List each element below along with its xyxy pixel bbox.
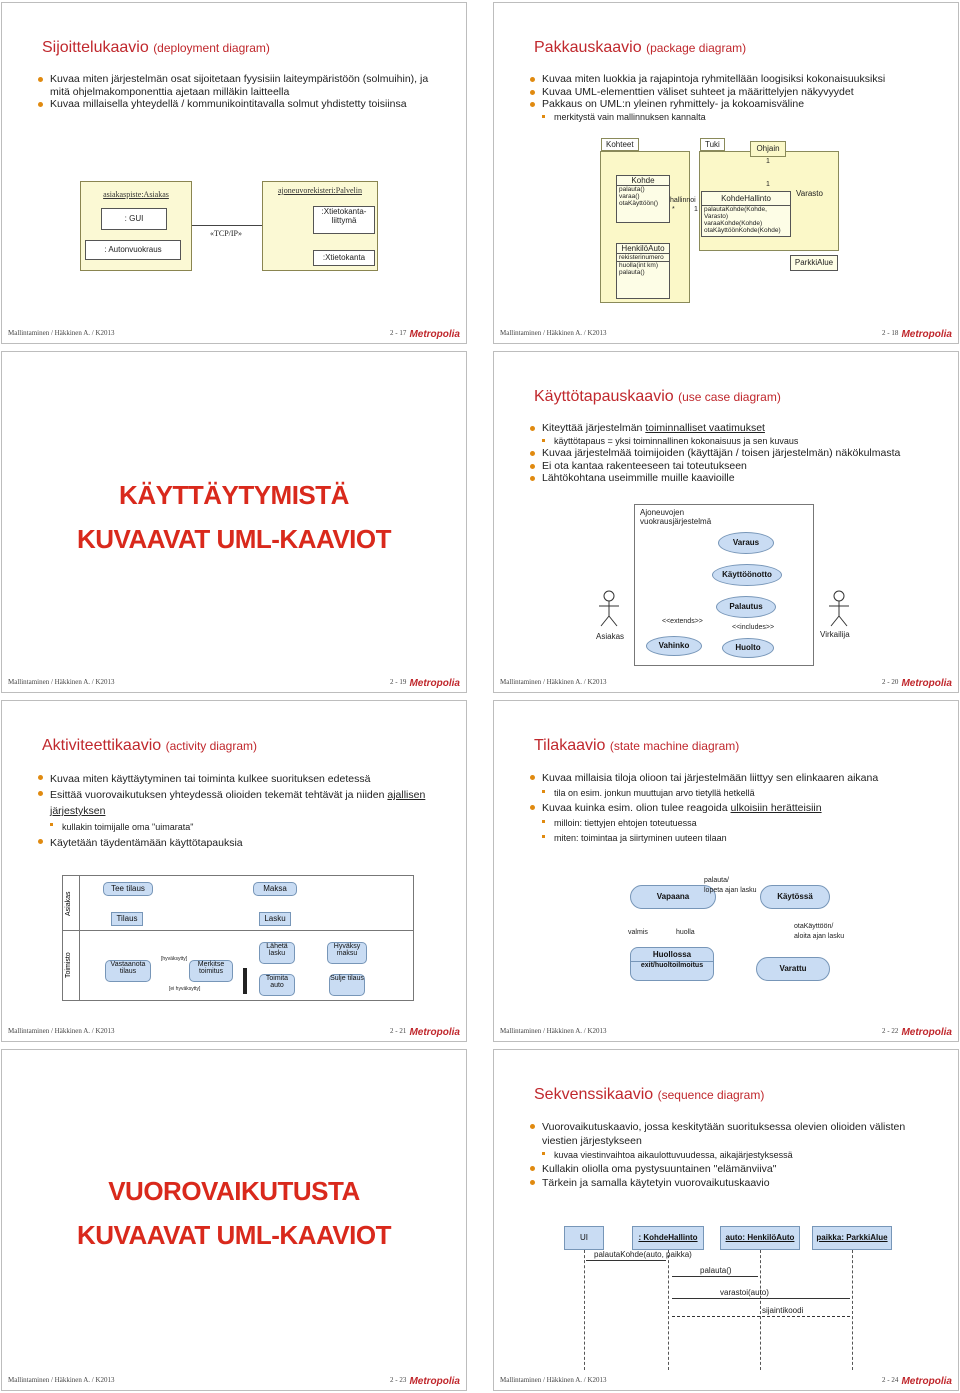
- metropolia-logo: Metropolia: [409, 329, 460, 340]
- component-liittyma: :Xtietokanta-liittymä: [313, 206, 375, 234]
- metropolia-logo: Metropolia: [901, 1027, 952, 1038]
- deployment-diagram: [2, 3, 467, 344]
- bullet: Lähtökohtana useimmille muille kaavioille: [530, 472, 940, 485]
- section-title-line2: KUVAAVAT UML-KAAVIOT: [77, 524, 391, 554]
- bullet: Tärkein ja samalla käytetyin vuorovaikutuskaavio: [530, 1176, 940, 1190]
- metropolia-logo: Metropolia: [409, 678, 460, 689]
- lane-toimisto: Toimisto: [63, 930, 80, 1000]
- bullet: Kuvaa miten luokkia ja rajapintoja ryhmitellään loogisiksi kokonaisuuksiksi: [530, 73, 940, 86]
- lifeline-ui: UI: [564, 1226, 604, 1250]
- node-asiakaspiste: asiakaspiste:Asiakas : GUI : Autonvuokraus: [80, 181, 192, 271]
- activity-merkitse: Merkitse toimitus: [189, 960, 233, 982]
- metropolia-logo: Metropolia: [409, 1376, 460, 1387]
- bullet: Kuvaa UML-elementtien väliset suhteet ja määrittelyjen näkyvyydet: [530, 86, 940, 99]
- activity-vastaanota: Vastaanota tilaus: [105, 960, 151, 982]
- sub-bullet: merkitystä vain mallinnuksen kannalta: [530, 111, 940, 124]
- activity-laheta-lasku: Lähetä lasku: [259, 942, 295, 964]
- lane-asiakas: Asiakas: [63, 876, 80, 931]
- bullet: Ei ota kantaa rakenteeseen tai toteutukseen: [530, 460, 940, 473]
- lifeline-auto: auto: HenkilöAuto: [720, 1226, 800, 1250]
- sequence-diagram: UI : KohdeHallinto auto: HenkilöAuto paikka: ParkkiAlue palautaKohde(auto, paikka) palauta() varastoi(auto) sijaintikoodi: [494, 1050, 959, 1391]
- activity-maksa: Maksa: [253, 882, 297, 896]
- lifeline-kohdehallinto: : KohdeHallinto: [632, 1226, 704, 1250]
- sub-bullet: tila on esim. jonkun muuttujan arvo tietyllä hetkellä: [530, 786, 940, 801]
- bullet: Pakkaus on UML:n yleinen ryhmittely- ja kokoamisväline: [530, 98, 940, 111]
- bullet: Kullakin oliolla oma pystysuuntainen "elämänviiva": [530, 1162, 940, 1176]
- class-kohde: Kohde palauta() varaa() otaKäyttöön(): [616, 175, 670, 223]
- class-henkiloauto: HenkilöAuto rekisterinumero huolla(int km) palauta(): [616, 243, 670, 299]
- slide-footer: Mallintaminen / Häkkinen A. / K2013 2 - 24 Metropolia: [494, 1368, 958, 1390]
- bullet-list: [38, 771, 448, 851]
- state-varattu: Varattu: [756, 957, 830, 981]
- component-tietokanta: :Xtietokanta: [313, 250, 375, 266]
- bullet: Kuvaa miten käyttäytyminen tai toiminta kulkee suorituksen edetessä: [38, 771, 448, 787]
- slide-footer: Mallintaminen / Häkkinen A. / K2013 2 - 17 Metropolia: [2, 321, 466, 343]
- bullet: Kuvaa miten järjestelmän osat sijoitetaan fyysisiin laiteympäristöön (solmuihin), ja mitä ohjelmakomponenttia ajetaan milläkin laitteella: [38, 73, 448, 98]
- slide-title: Aktiviteettikaavio (activity diagram): [42, 737, 257, 754]
- bullet: Kuvaa millaisella yhteydellä / kommunikointitavalla solmut yhdistetty toisiinsa: [38, 98, 448, 111]
- activity-diagram: Asiakas Toimisto Tee tilaus Maksa Tilaus Lasku Vastaanota tilaus Merkitse toimitus Lähetä lasku Hyväksy maksu Toimita auto Sulje tilaus [hyväksytty] [ei hyväksytty]: [62, 875, 414, 1001]
- state-kaytossa: Käytössä: [760, 885, 830, 909]
- actor-asiakas-icon: [594, 590, 624, 630]
- metropolia-logo: Metropolia: [901, 329, 952, 340]
- bullet: Käytetään täydentämään käyttötapauksia: [38, 835, 448, 851]
- state-diagram: Vapaana Käytössä Huollossa exit/huoltoilmoitus Varattu palauta/ lopeta ajan lasku otaKäyttöön/ aloita ajan lasku valmis huolla: [494, 701, 959, 1042]
- slide-deployment: [1, 2, 467, 344]
- object-lasku: Lasku: [259, 912, 291, 926]
- object-tilaus: Tilaus: [111, 912, 143, 926]
- package-tuki: Tuki: [699, 151, 839, 251]
- bullet: Kuvaa järjestelmää toimijoiden (käyttäjän / toisen järjestelmän) näkökulmasta: [530, 447, 940, 460]
- link-line: [192, 225, 262, 226]
- actor-virkailija-icon: [824, 590, 854, 630]
- metropolia-logo: Metropolia: [901, 1376, 952, 1387]
- state-huollossa: Huollossa exit/huoltoilmoitus: [630, 947, 714, 981]
- usecase-palautus: Palautus: [716, 596, 776, 618]
- slide-footer: Mallintaminen / Häkkinen A. / K2013 2 - 20 Metropolia: [494, 670, 958, 692]
- bullet: Kiteyttää järjestelmän toiminnalliset vaatimukset: [530, 422, 940, 435]
- state-vapaana: Vapaana: [630, 885, 716, 909]
- sub-bullet: milloin: tiettyjen ehtojen toteutuessa: [530, 816, 940, 831]
- slide-title: Sekvenssikaavio (sequence diagram): [534, 1086, 765, 1103]
- class-parkkialue: ParkkiAlue: [790, 255, 838, 271]
- usecase-diagram: Ajoneuvojen vuokrausjärjestelmä Varaus Käyttöönotto Palautus Vahinko Huolto <<extends>> <<includes>> Asiakas Virkailija: [494, 352, 959, 693]
- slide-title: Pakkauskaavio (package diagram): [534, 39, 747, 56]
- slide-footer: Mallintaminen / Häkkinen A. / K2013 2 - 21 Metropolia: [2, 1019, 466, 1041]
- slide-title: Sijoittelukaavio (deployment diagram): [42, 39, 270, 56]
- slide-footer: Mallintaminen / Häkkinen A. / K2013 2 - 23 Metropolia: [2, 1368, 466, 1390]
- slide-section-behavior: [1, 351, 467, 693]
- slide-sequence: [493, 1049, 959, 1391]
- bullet: Vuorovaikutuskaavio, jossa keskitytään suorituksessa olevien olioiden välisten viestien järjestykseen: [530, 1120, 940, 1148]
- slide-footer: Mallintaminen / Häkkinen A. / K2013 2 - 22 Metropolia: [494, 1019, 958, 1041]
- sub-bullet: käyttötapaus = yksi toiminnallinen kokonaisuus ja sen kuvaus: [530, 435, 940, 448]
- bullet: Esittää vuorovaikutuksen yhteydessä olioiden tekemät tehtävät ja niiden ajallisen järjestyksen: [38, 787, 448, 819]
- activity-tee-tilaus: Tee tilaus: [103, 882, 153, 896]
- package-diagram: Kohteet Tuki Ohjain Kohde palauta() varaa() otaKäyttöön() hallinnoi KohdeHallinto palautaKohde(Kohde, Varasto) varaaKohde(Kohde) otaKäyttöönKohde(Kohde) Varasto HenkilöAuto rekisterinumero huolla(int km) palauta() ParkkiAlue 1 * 1 1: [494, 3, 959, 344]
- slide-state: [493, 700, 959, 1042]
- slide-section-interaction: [1, 1049, 467, 1391]
- slide-activity: [1, 700, 467, 1042]
- usecase-varaus: Varaus: [718, 532, 774, 554]
- slide-footer: Mallintaminen / Häkkinen A. / K2013 2 - 18 Metropolia: [494, 321, 958, 343]
- sub-bullet: kullakin toimijalle oma "uimarata": [38, 819, 448, 835]
- usecase-vahinko: Vahinko: [646, 636, 702, 656]
- activity-toimita-auto: Toimita auto: [259, 974, 295, 996]
- sub-bullet: miten: toimintaa ja siirtyminen uuteen tilaan: [530, 831, 940, 846]
- component-autonvuokraus: : Autonvuokraus: [85, 240, 181, 260]
- fork-bar: [243, 968, 247, 994]
- activity-sulje-tilaus: Sulje tilaus: [329, 974, 365, 996]
- section-title-line1: VUOROVAIKUTUSTA: [108, 1176, 360, 1206]
- metropolia-logo: Metropolia: [409, 1027, 460, 1038]
- slide-title: Tilakaavio (state machine diagram): [534, 737, 740, 754]
- lifeline-paikka: paikka: ParkkiAlue: [812, 1226, 892, 1250]
- node-palvelin: ajoneuvorekisteri:Palvelin :Xtietokanta-liittymä :Xtietokanta: [262, 181, 378, 271]
- slide-footer: Mallintaminen / Häkkinen A. / K2013 2 - 19 Metropolia: [2, 670, 466, 692]
- section-title-line2: KUVAAVAT UML-KAAVIOT: [77, 1220, 391, 1250]
- class-kohdehallinto: KohdeHallinto palautaKohde(Kohde, Varasto) varaaKohde(Kohde) otaKäyttöönKohde(Kohde): [701, 191, 791, 237]
- package-kohteet: Kohteet: [600, 151, 690, 303]
- bullet: Kuvaa kuinka esim. olion tulee reagoida ulkoisiin herätteisiin: [530, 801, 940, 816]
- sub-bullet: kuvaa viestinvaihtoa aikaulottuvuudessa, aikajärjestyksessä: [530, 1148, 940, 1162]
- metropolia-logo: Metropolia: [901, 678, 952, 689]
- link-label: «TCP/IP»: [210, 229, 243, 238]
- package-ohjain: Ohjain: [750, 141, 786, 157]
- component-gui: : GUI: [101, 208, 167, 230]
- usecase-huolto: Huolto: [722, 638, 774, 658]
- section-title-line1: KÄYTTÄYTYMISTÄ: [119, 480, 349, 510]
- slide-title: Käyttötapauskaavio (use case diagram): [534, 388, 781, 405]
- activity-hyvaksy-maksu: Hyväksy maksu: [327, 942, 367, 964]
- usecase-kayttoonotto: Käyttöönotto: [712, 564, 782, 586]
- bullet: Kuvaa millaisia tiloja olioon tai järjestelmään liittyy sen elinkaaren aikana: [530, 771, 940, 786]
- slide-usecase: [493, 351, 959, 693]
- slide-package: [493, 2, 959, 344]
